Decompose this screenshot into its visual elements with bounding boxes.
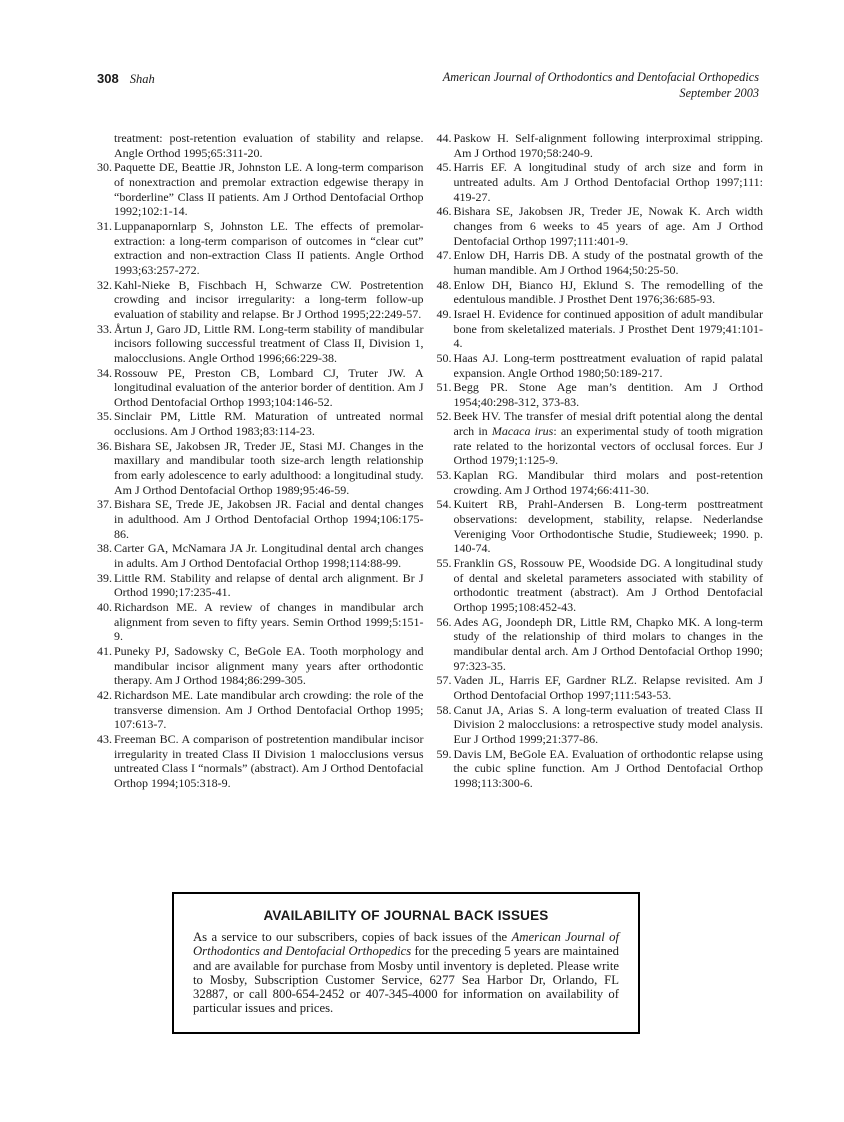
reference-text: Puneky PJ, Sadowsky C, BeGole EA. Tooth morphology and mandibular incisor alignment many years after orthodontic therapy. Am J Orthod 1984;86:299-305. bbox=[114, 643, 424, 688]
reference-item bbox=[437, 615, 764, 674]
reference-item bbox=[97, 541, 424, 570]
reference-number: 45. bbox=[436, 160, 452, 175]
reference-text: Richardson ME. A review of changes in mandibular arch alignment from seven to fifty years. Semin Orthod 1999;5:151-9. bbox=[114, 600, 424, 644]
reference-text: Enlow DH, Bianco HJ, Eklund S. The remodelling of the edentulous mandible. J Prosthet Dent 1976;36:685-93. bbox=[453, 277, 763, 307]
reference-number: 33. bbox=[97, 321, 112, 336]
reference-text: Harris EF. A longitudinal study of arch size and form in untreated adults. Am J Orthod Dentofacial Orthop 1997;111: 419-27. bbox=[453, 160, 763, 204]
reference-number: 47. bbox=[436, 248, 452, 263]
reference-number: 59. bbox=[436, 746, 452, 761]
reference-number: 51. bbox=[436, 380, 452, 395]
reference-list-left bbox=[97, 160, 424, 790]
back-issues-notice-box bbox=[172, 892, 640, 1034]
reference-item bbox=[97, 600, 424, 644]
reference-item bbox=[437, 248, 764, 277]
reference-continuation: treatment: post-retention evaluation of stability and relapse. Angle Orthod 1995;65:311-20. bbox=[114, 131, 424, 160]
reference-item bbox=[97, 409, 424, 438]
reference-number: 40. bbox=[97, 600, 112, 614]
reference-number: 52. bbox=[436, 409, 452, 424]
reference-item bbox=[437, 160, 764, 204]
reference-text: Årtun J, Garo JD, Little RM. Long-term stability of mandibular incisors following successful treatment of Class II, Division 1, malocclusions. Angle Orthod 1996;66:229-38. bbox=[114, 321, 424, 365]
running-header-left bbox=[97, 70, 155, 88]
references-section bbox=[97, 131, 763, 791]
reference-number: 39. bbox=[97, 570, 112, 585]
reference-text: Enlow DH, Harris DB. A study of the postnatal growth of the human mandible. Am J Orthod 1964;50:25-50. bbox=[453, 248, 763, 277]
reference-number: 56. bbox=[436, 614, 452, 629]
issue-date: September 2003 bbox=[679, 85, 759, 100]
reference-number: 42. bbox=[97, 687, 112, 702]
reference-number: 35. bbox=[97, 409, 112, 424]
reference-number: 41. bbox=[97, 643, 112, 658]
reference-number: 48. bbox=[436, 277, 452, 292]
reference-item bbox=[437, 351, 764, 380]
reference-item bbox=[97, 366, 424, 410]
reference-item bbox=[97, 644, 424, 688]
reference-number: 57. bbox=[436, 673, 452, 688]
reference-item bbox=[437, 703, 764, 747]
reference-number: 54. bbox=[436, 497, 452, 512]
notice-body: As a service to our subscribers, copies of back issues of the American Journal of Orthodontics and Dentofacial Orthopedics for the preceding 5 years are maintained and are available for purchase from Mosby until inventory is depleted. Please write to Mosby, Subscription Customer Service, 6277 Sea Harbor Dr, Orlando, FL 32887, or call 800-654-2452 or 407-345-4000 for information on availability of particular issues and prices. bbox=[193, 930, 619, 1016]
reference-number: 55. bbox=[436, 556, 452, 571]
reference-text: Bishara SE, Jakobsen JR, Treder JE, Stasi MJ. Changes in the maxillary and mandibular tooth size-arch length relationship from early adolescence to early adulthood: a longitudinal study. Am J Orthod Dentofacial Orthop 1989;95:46-59. bbox=[114, 438, 424, 497]
reference-number: 43. bbox=[97, 731, 112, 746]
running-author: Shah bbox=[129, 72, 155, 86]
reference-text: Ades AG, Joondeph DR, Little RM, Chapko MK. A long-term study of the relationship of third molars to changes in the mandibular dental arch. Am J Orthod Dentofacial Orthop 1990; 97:323-35. bbox=[453, 614, 763, 673]
reference-item bbox=[97, 688, 424, 732]
reference-number: 31. bbox=[97, 218, 112, 233]
notice-title: AVAILABILITY OF JOURNAL BACK ISSUES bbox=[263, 908, 549, 923]
reference-text: Little RM. Stability and relapse of dental arch alignment. Br J Orthod 1990;17:235-41. bbox=[114, 570, 424, 600]
reference-text: Davis LM, BeGole EA. Evaluation of orthodontic relapse using the cubic spline function. Am J Orthod Dentofacial Orthop 1998;113:300-6. bbox=[453, 746, 763, 790]
reference-text: Sinclair PM, Little RM. Maturation of untreated normal occlusions. Am J Orthod 1983;83:114-23. bbox=[114, 409, 424, 439]
reference-item bbox=[97, 732, 424, 791]
references-column-left bbox=[97, 131, 424, 791]
reference-item bbox=[97, 571, 424, 600]
reference-text: Paquette DE, Beattie JR, Johnston LE. A long-term comparison of nonextraction and premolar extraction edgewise therapy in “borderline” Class II patients. Am J Orthod Dentofacial Orthop 1992;102:1-14. bbox=[114, 160, 424, 219]
reference-item bbox=[437, 409, 764, 468]
reference-number: 38. bbox=[97, 541, 112, 556]
reference-text: Kaplan RG. Mandibular third molars and post-retention crowding. Am J Orthod 1974;66:411-30. bbox=[453, 468, 763, 497]
reference-number: 49. bbox=[436, 306, 452, 321]
reference-text: Bishara SE, Jakobsen JR, Treder JE, Nowak K. Arch width changes from 6 weeks to 45 years of age. Am J Orthod Dentofacial Orthop 1997;111:401-9. bbox=[453, 204, 763, 248]
reference-item bbox=[437, 497, 764, 556]
reference-text: Franklin GS, Rossouw PE, Woodside DG. A longitudinal study of dental and skeletal parameters associated with stability of orthodontic treatment (abstract). Am J Orthod Dentofacial Orthop 1995;108:452-43. bbox=[453, 556, 763, 614]
reference-item bbox=[97, 439, 424, 498]
reference-text: Freeman BC. A comparison of postretention mandibular incisor irregularity in treated Class II Division 1 malocclusions versus untreated Class I “normals” (abstract). Am J Orthod Dentofacial Orthop 1994;105:318-9. bbox=[114, 731, 424, 790]
reference-number: 46. bbox=[436, 204, 452, 219]
reference-item bbox=[437, 673, 764, 702]
reference-item bbox=[97, 219, 424, 278]
reference-item bbox=[437, 307, 764, 351]
reference-number: 53. bbox=[436, 468, 452, 483]
reference-item bbox=[437, 131, 764, 160]
reference-text: Richardson ME. Late mandibular arch crowding: the role of the transverse dimension. Am J Orthod Dentofacial Orthop 1995; 107:613-7. bbox=[114, 687, 424, 732]
journal-name: American Journal of Orthodontics and Dentofacial Orthopedics bbox=[442, 70, 759, 84]
reference-item bbox=[437, 380, 764, 409]
reference-text: Begg PR. Stone Age man’s dentition. Am J Orthod 1954;40:298-312, 373-83. bbox=[453, 380, 763, 409]
reference-text: Carter GA, McNamara JA Jr. Longitudinal dental arch changes in adults. Am J Orthod Dentofacial Orthop 1998;114:88-99. bbox=[114, 541, 424, 571]
references-column-right bbox=[437, 131, 764, 791]
reference-number: 50. bbox=[436, 350, 452, 365]
reference-text: Paskow H. Self-alignment following interproximal stripping. Am J Orthod 1970;58:240-9. bbox=[453, 131, 763, 160]
reference-list-right bbox=[437, 131, 764, 791]
reference-item bbox=[437, 556, 764, 615]
reference-text: Rossouw PE, Preston CB, Lombard CJ, Truter JW. A longitudinal evaluation of the anterior border of dentition. Am J Orthod Dentofacial Orthop 1993;104:146-52. bbox=[114, 365, 424, 409]
reference-text: Kahl-Nieke B, Fischbach H, Schwarze CW. Postretention crowding and incisor irregularity: a long-term follow-up evaluation of stability and relapse. Br J Orthod 1995;22:249-57. bbox=[114, 277, 424, 321]
reference-number: 34. bbox=[97, 365, 112, 380]
reference-text: Luppanapornlarp S, Johnston LE. The effects of premolar-extraction: a long-term comparison of outcomes in “clear cut” extraction and non-extraction Class II patients. Angle Orthod 1993;63:257-272. bbox=[114, 218, 424, 277]
reference-number: 44. bbox=[436, 131, 452, 145]
reference-item bbox=[97, 278, 424, 322]
reference-text: Canut JA, Arias S. A long-term evaluation of treated Class II Division 2 malocclusions: a retrospective study model analysis. Eur J Orthod 1999;21:377-86. bbox=[453, 702, 763, 746]
running-header-right bbox=[443, 70, 759, 101]
reference-text: Haas AJ. Long-term posttreatment evaluation of rapid palatal expansion. Angle Orthod 1980;50:189-217. bbox=[453, 350, 763, 380]
reference-text: Israel H. Evidence for continued apposition of adult mandibular bone from skeletalized materials. J Prosthet Dent 1979;41:101-4. bbox=[453, 306, 763, 351]
running-header bbox=[97, 70, 759, 101]
reference-text: Bishara SE, Trede JE, Jakobsen JR. Facial and dental changes in adulthood. Am J Orthod Dentofacial Orthop 1994;106:175-86. bbox=[114, 497, 424, 541]
page-number: 308 bbox=[97, 71, 119, 86]
reference-item bbox=[97, 160, 424, 219]
reference-item bbox=[437, 204, 764, 248]
reference-item bbox=[437, 747, 764, 791]
reference-number: 58. bbox=[436, 702, 452, 717]
reference-number: 30. bbox=[97, 160, 112, 175]
reference-item bbox=[97, 497, 424, 541]
reference-item bbox=[437, 278, 764, 307]
reference-item bbox=[97, 322, 424, 366]
reference-text: Kuitert RB, Prahl-Andersen B. Long-term posttreatment observations: development, stability, relapse. Nederlandse Vereniging Voor Orthodontische Studie, Studieweek; 1990. p. 140-74. bbox=[453, 497, 763, 556]
reference-item bbox=[437, 468, 764, 497]
reference-text: Vaden JL, Harris EF, Gardner RLZ. Relapse revisited. Am J Orthod Dentofacial Orthop 1997;111:543-53. bbox=[453, 673, 763, 702]
reference-number: 32. bbox=[97, 277, 112, 292]
reference-text: Beek HV. The transfer of mesial drift potential along the dental arch in Macaca irus: an experimental study of tooth migration rate related to the horizontal vectors of occlusal forces. Eur J Orthod 1979;1:125-9. bbox=[453, 409, 764, 468]
reference-number: 37. bbox=[97, 497, 112, 512]
reference-number: 36. bbox=[97, 438, 112, 453]
